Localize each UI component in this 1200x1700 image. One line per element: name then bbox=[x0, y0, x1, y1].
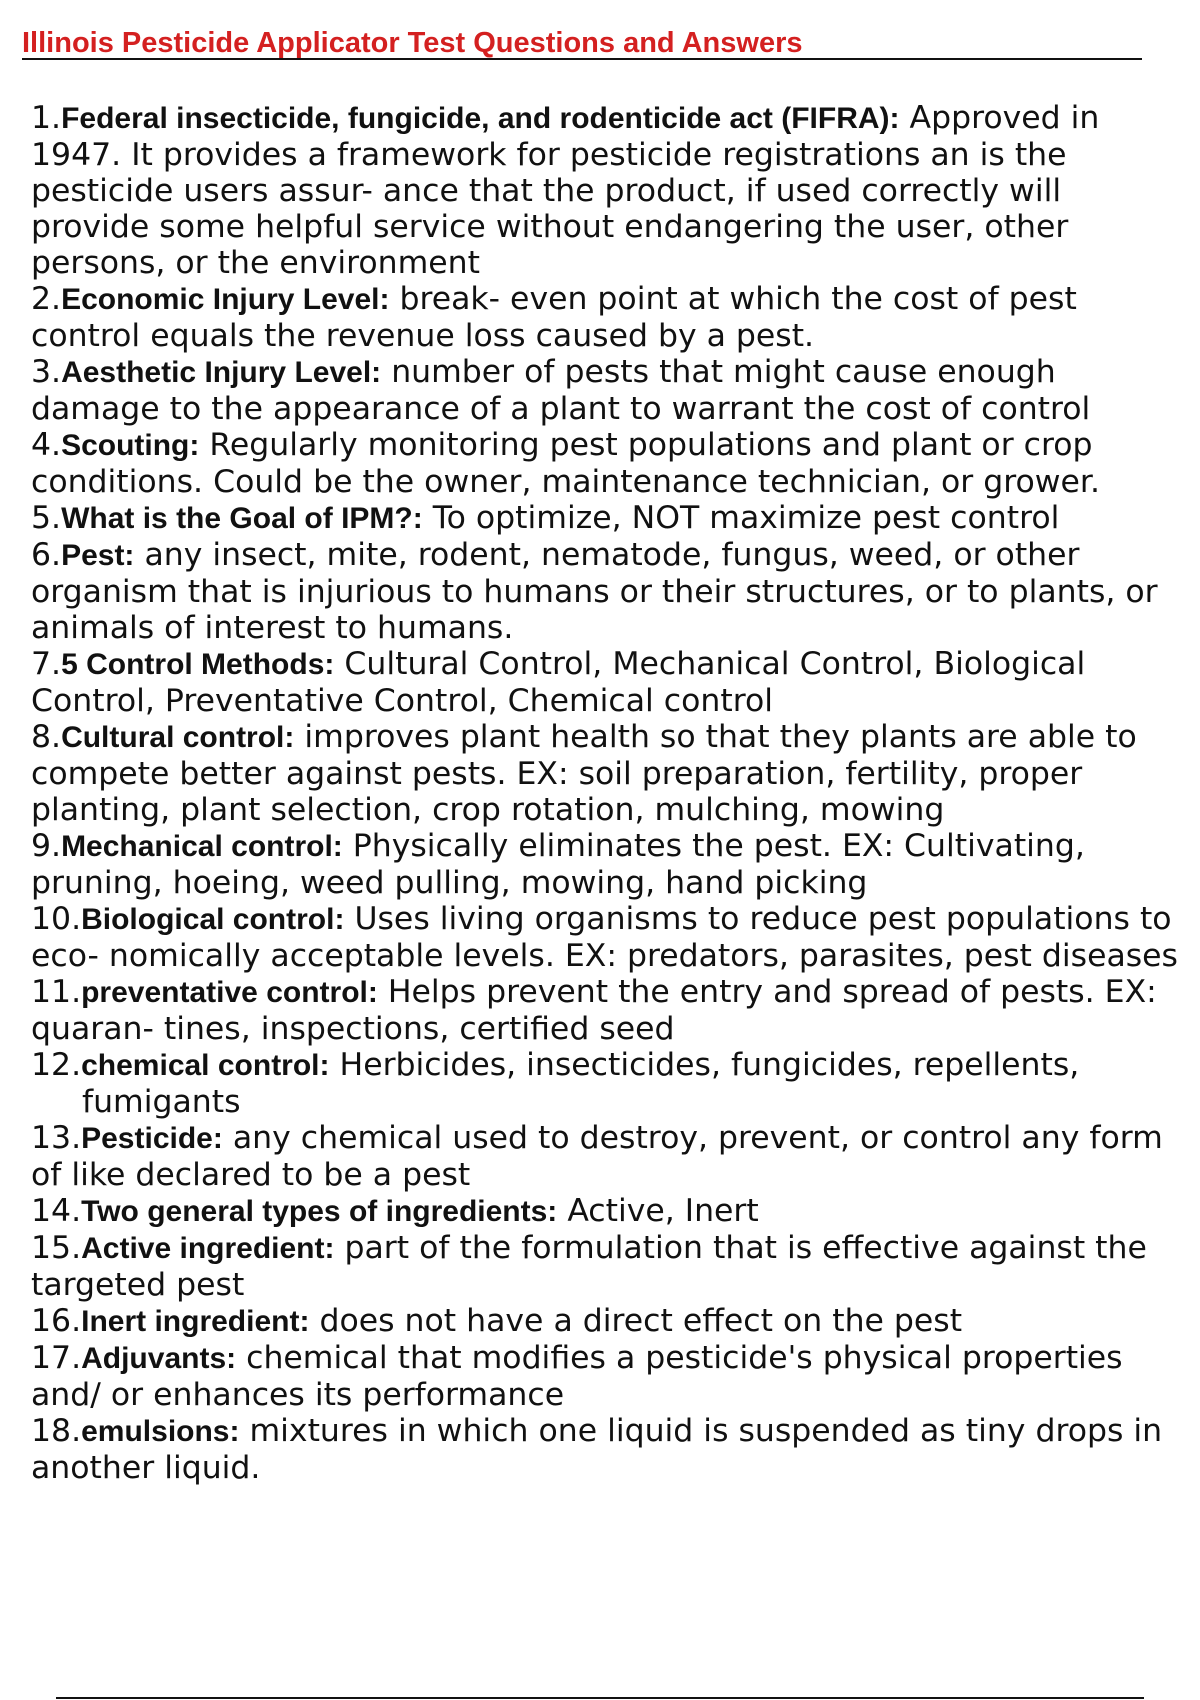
list-item bbox=[31, 901, 1181, 974]
item-number: 13. bbox=[31, 1120, 82, 1156]
item-number: 6. bbox=[31, 537, 62, 573]
item-definition: does not have a direct effect on the pest bbox=[319, 1303, 963, 1339]
item-definition: Active, Inert bbox=[567, 1193, 759, 1229]
item-definition: Uses living organisms to reduce pest populations to eco- nomically acceptable levels. EX: predators, parasites, pest diseases bbox=[31, 901, 1178, 974]
item-number: 9. bbox=[31, 828, 62, 864]
list-item bbox=[31, 1303, 1181, 1340]
item-term: chemical control: bbox=[81, 1049, 330, 1082]
list-item bbox=[31, 1230, 1181, 1303]
list-item bbox=[31, 100, 1181, 281]
item-definition: mixtures in which one liquid is suspended as tiny drops in another liquid. bbox=[31, 1413, 1163, 1486]
footer-rule bbox=[56, 1697, 1144, 1699]
list-item bbox=[31, 281, 1181, 354]
item-term: 5 Control Methods: bbox=[61, 648, 335, 681]
item-term: Economic Injury Level: bbox=[61, 283, 390, 316]
list-item bbox=[31, 1047, 1181, 1120]
list-item bbox=[31, 500, 1181, 537]
item-term: Biological control: bbox=[81, 903, 345, 936]
item-definition: part of the formulation that is effective against the targeted pest bbox=[31, 1230, 1147, 1303]
item-term: Adjuvants: bbox=[81, 1342, 237, 1375]
item-definition: Regularly monitoring pest populations and plant or crop conditions. Could be the owner, maintenance technician, or grower. bbox=[31, 427, 1100, 500]
item-number: 5. bbox=[31, 500, 62, 536]
item-number: 10. bbox=[31, 901, 82, 937]
page-title: Illinois Pesticide Applicator Test Questions and Answers bbox=[22, 28, 1142, 60]
item-term: preventative control: bbox=[81, 976, 378, 1009]
item-definition: any chemical used to destroy, prevent, or control any form of like declared to be a pest bbox=[31, 1120, 1163, 1193]
list-item bbox=[31, 354, 1181, 427]
item-definition: any insect, mite, rodent, nematode, fungus, weed, or other organism that is injurious to humans or their structures, or to plants, or animals of interest to humans. bbox=[31, 537, 1158, 646]
item-definition: Herbicides, insecticides, fungicides, repellents, fumigants bbox=[82, 1047, 1080, 1120]
list-item bbox=[31, 646, 1181, 719]
list-item bbox=[31, 1413, 1181, 1486]
item-number: 3. bbox=[31, 354, 62, 390]
item-term: Two general types of ingredients: bbox=[81, 1195, 558, 1228]
item-number: 8. bbox=[31, 719, 62, 755]
qa-list bbox=[31, 100, 1181, 1486]
item-definition: Helps prevent the entry and spread of pests. EX: quaran- tines, inspections, certified seed bbox=[31, 974, 1157, 1047]
list-item bbox=[31, 537, 1181, 646]
list-item bbox=[31, 427, 1181, 500]
item-number: 15. bbox=[31, 1230, 82, 1266]
item-definition: To optimize, NOT maximize pest control bbox=[432, 500, 1060, 536]
item-number: 12. bbox=[31, 1047, 82, 1083]
item-term: emulsions: bbox=[81, 1415, 240, 1448]
item-number: 14. bbox=[31, 1193, 82, 1229]
item-term: Federal insecticide, fungicide, and rodenticide act (FIFRA): bbox=[61, 102, 900, 135]
list-item bbox=[31, 828, 1181, 901]
list-item bbox=[31, 719, 1181, 828]
item-term: Mechanical control: bbox=[61, 830, 343, 863]
list-item bbox=[31, 1120, 1181, 1193]
list-item bbox=[31, 974, 1181, 1047]
list-item bbox=[31, 1340, 1181, 1413]
item-definition: break- even point at which the cost of pest control equals the revenue loss caused by a pest. bbox=[31, 281, 1077, 354]
item-number: 1. bbox=[31, 100, 62, 136]
list-item bbox=[31, 1193, 1181, 1230]
item-number: 7. bbox=[31, 646, 62, 682]
item-term: What is the Goal of IPM?: bbox=[61, 502, 423, 535]
item-definition: improves plant health so that they plants are able to compete better against pests. EX: soil preparation, fertility, proper planting, plant selection, crop rotation, mulching, mowing bbox=[31, 719, 1137, 828]
item-number: 2. bbox=[31, 281, 62, 317]
item-term: Pest: bbox=[61, 539, 135, 572]
item-number: 11. bbox=[31, 974, 82, 1010]
item-term: Inert ingredient: bbox=[81, 1305, 310, 1338]
item-term: Aesthetic Injury Level: bbox=[61, 356, 382, 389]
item-term: Pesticide: bbox=[81, 1122, 223, 1155]
item-term: Active ingredient: bbox=[81, 1232, 335, 1265]
item-definition: Cultural Control, Mechanical Control, Biological Control, Preventative Control, Chemical control bbox=[31, 646, 1086, 719]
item-number: 4. bbox=[31, 427, 62, 463]
item-term: Cultural control: bbox=[61, 721, 295, 754]
item-definition: chemical that modifies a pesticide's physical properties and/ or enhances its performance bbox=[31, 1340, 1123, 1413]
item-definition: Approved in 1947. It provides a framework for pesticide registrations an is the pesticide users assur- ance that the product, if used correctly will provide some helpful service without endangering the user, other persons, or the environment bbox=[31, 100, 1100, 281]
item-term: Scouting: bbox=[61, 429, 200, 462]
item-number: 18. bbox=[31, 1413, 82, 1449]
item-number: 16. bbox=[31, 1303, 82, 1339]
item-definition: Physically eliminates the pest. EX: Cultivating, pruning, hoeing, weed pulling, mowing, hand picking bbox=[31, 828, 1085, 901]
item-number: 17. bbox=[31, 1340, 82, 1376]
item-definition: number of pests that might cause enough damage to the appearance of a plant to warrant the cost of control bbox=[31, 354, 1091, 427]
